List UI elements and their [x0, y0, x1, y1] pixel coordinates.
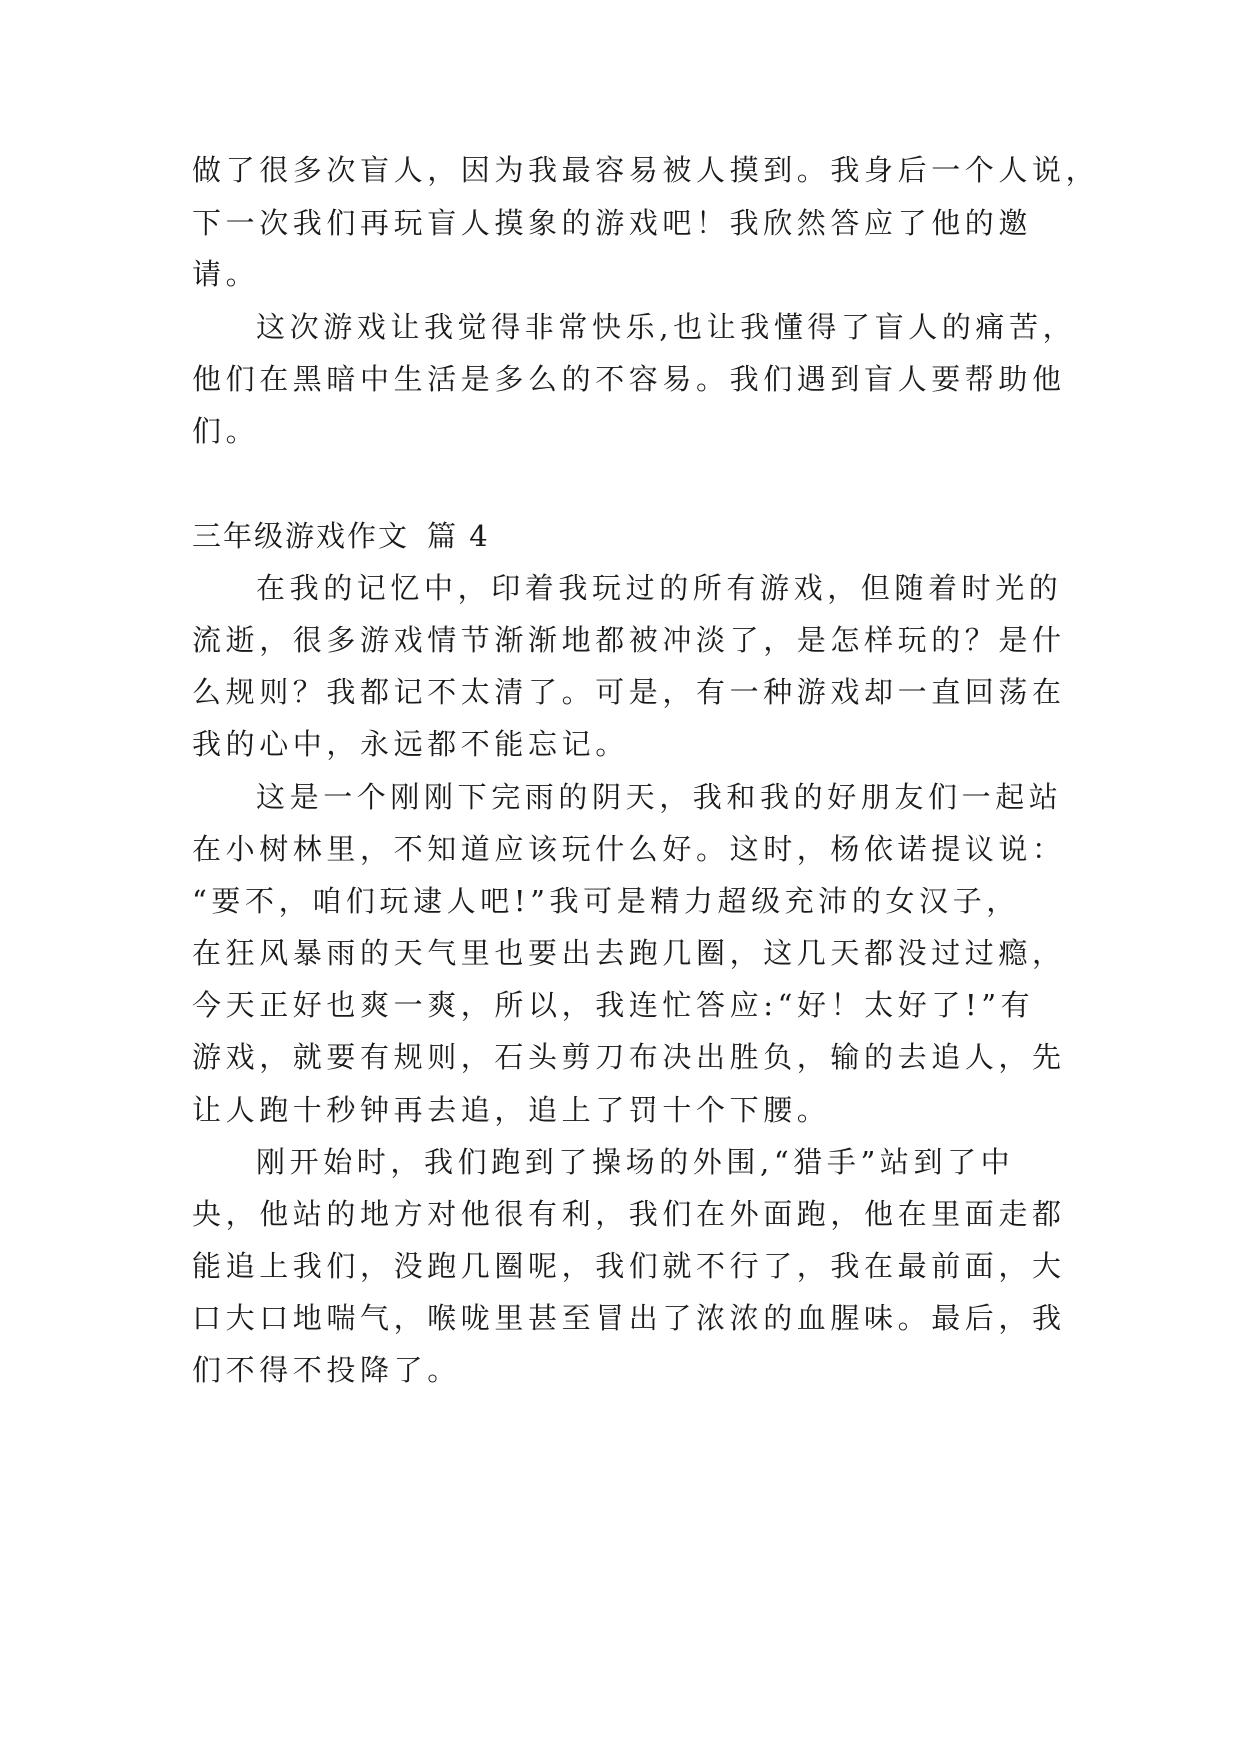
text-line: 刚开始时，我们跑到了操场的外围,“猎手”站到了中 [256, 1145, 1015, 1179]
text-line: “要不，咱们玩逮人吧!”我可是精力超级充沛的女汉子， [192, 884, 1020, 918]
text-line: 他们在黑暗中生活是多么的不容易。我们遇到盲人要帮助他 [192, 362, 1066, 396]
text-line: 让人跑十秒钟再去追，追上了罚十个下腰。 [192, 1093, 831, 1127]
text-line: 下一次我们再玩盲人摸象的游戏吧！我欣然答应了他的邀 [192, 206, 1033, 240]
text-line: 在小树林里，不知道应该玩什么好。这时，杨依诺提议说： [192, 832, 1066, 866]
text-line: 央，他站的地方对他很有利，我们在外面跑，他在里面走都 [192, 1197, 1066, 1231]
text-line: 流逝，很多游戏情节渐渐地都被冲淡了，是怎样玩的？是什 [192, 623, 1066, 657]
section-heading [192, 516, 490, 556]
section-label: 篇 4 [427, 519, 490, 553]
text-line: 这是一个刚刚下完雨的阴天，我和我的好朋友们一起站 [256, 780, 1063, 814]
text-line: 请。 [192, 257, 260, 291]
text-line: 游戏，就要有规则，石头剪刀布决出胜负，输的去追人，先 [192, 1040, 1066, 1074]
text-line: 们。 [192, 414, 260, 448]
text-line: 能追上我们，没跑几圈呢，我们就不行了，我在最前面，大 [192, 1249, 1066, 1283]
text-line: 在我的记忆中，印着我玩过的所有游戏，但随着时光的 [256, 571, 1063, 605]
text-line: 这次游戏让我觉得非常快乐,也让我懂得了盲人的痛苦， [256, 310, 1077, 344]
text-line: 做了很多次盲人，因为我最容易被人摸到。我身后一个人说， [192, 153, 1100, 187]
text-line: 口大口地喘气，喉咙里甚至冒出了浓浓的血腥味。最后，我 [192, 1301, 1066, 1335]
text-line: 我的心中，永远都不能忘记。 [192, 727, 629, 761]
text-line: 么规则？我都记不太清了。可是，有一种游戏却一直回荡在 [192, 675, 1066, 709]
text-line: 在狂风暴雨的天气里也要出去跑几圈，这几天都没过过瘾， [192, 936, 1066, 970]
section-title: 三年级游戏作文 [192, 519, 410, 553]
text-line: 们不得不投降了。 [192, 1353, 461, 1387]
text-line: 今天正好也爽一爽，所以，我连忙答应:“好！太好了!”有 [192, 988, 1035, 1022]
